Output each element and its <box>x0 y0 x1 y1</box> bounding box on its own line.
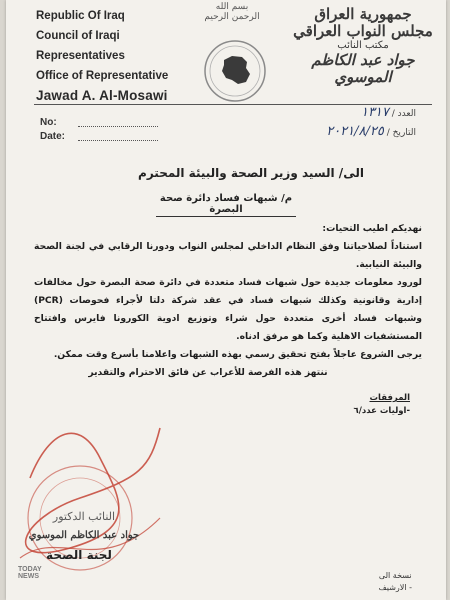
letterhead-country: Republic Of Iraq <box>36 10 125 22</box>
signature-committee: لجنة الصحة <box>46 548 112 562</box>
iraq-map-seal-icon <box>202 38 268 104</box>
number-label-ar: العدد / <box>391 109 416 119</box>
number-value: ١٣١٧ <box>360 105 389 120</box>
letterhead-council: Council of Iraqi Representatives <box>36 30 125 62</box>
date-label: Date: <box>40 131 66 142</box>
letterhead-office: Office of Representative <box>36 70 169 82</box>
letter-sheet <box>6 0 446 600</box>
copy-to-title: نسخة الى <box>378 571 412 580</box>
date-value: ٢٠٢١/٨/٢٥ <box>326 124 384 139</box>
basmala: بسم الله الرحمن الرحيم <box>204 2 260 22</box>
letterhead-ar-country: جمهورية العراق <box>314 5 412 23</box>
reference-fields-english <box>40 116 160 144</box>
stamp-title: النائب الدكتور <box>52 510 116 523</box>
body-paragraph-1: استناداً لصلاحياتنا وفق النظام الداخلي لمجلس النواب ودورنا الرقابي في لجنة الصحة والبيئة النيابية. <box>34 241 422 270</box>
date-label-ar: التاريخ / <box>386 128 416 138</box>
copy-to-item: - الارشيف <box>378 583 412 592</box>
attachments <box>354 392 410 418</box>
letterhead-name: Jawad A. Al-Mosawi <box>36 88 168 103</box>
body-paragraph-3: يرجى الشروع عاجلاً بفتح تحقيق رسمي بهذه الشبهات واعلامنا بأسرع وقت ممكن. <box>53 349 422 360</box>
letterhead-ar-name: جواد عبد الكاظم الموسوي <box>311 51 415 86</box>
greeting: نهديكم اطيب التحيات: <box>322 223 422 234</box>
letter-body <box>34 220 422 382</box>
letterhead-ar-council: مجلس النواب العراقي <box>293 22 433 40</box>
watermark: TODAY NEWS <box>18 566 42 580</box>
letterhead-english <box>36 6 206 106</box>
closing-line: ننتهز هذه الفرصة للأعراب عن فائق الاحترام والتقدير <box>88 367 328 378</box>
reference-fields-arabic <box>246 104 416 142</box>
attachments-title: المرفقات <box>369 393 410 403</box>
copy-to <box>379 570 412 594</box>
stamp-name: جواد عبد الكاظم الموسوي <box>28 530 140 541</box>
letterhead-ar-office: مكتب النائب <box>337 40 389 51</box>
letterhead-arabic <box>288 6 438 86</box>
addressee: الى/ السيد وزير الصحة والبيئة المحترم <box>138 166 364 180</box>
number-label: No: <box>40 117 57 128</box>
body-paragraph-2: لورود معلومات جديدة حول شبهات فساد متعددة في دائرة صحة البصرة حول مخالفات إدارية وقانونية وكذلك شبهات فساد في عقد شركة دلتا لأجراء فحوصات (PCR) وشبهات فساد أخرى متعددة حول شراء وتوزيع ادوية الكورونا فايرس وافتتاح المستشفيات الاهلية وكما هو مرفق ادناه. <box>34 277 422 342</box>
attachments-item: -اوليات عدد/٦ <box>353 406 410 416</box>
subject-line: م/ شبهات فساد دائرة صحة البصرة <box>156 193 296 217</box>
